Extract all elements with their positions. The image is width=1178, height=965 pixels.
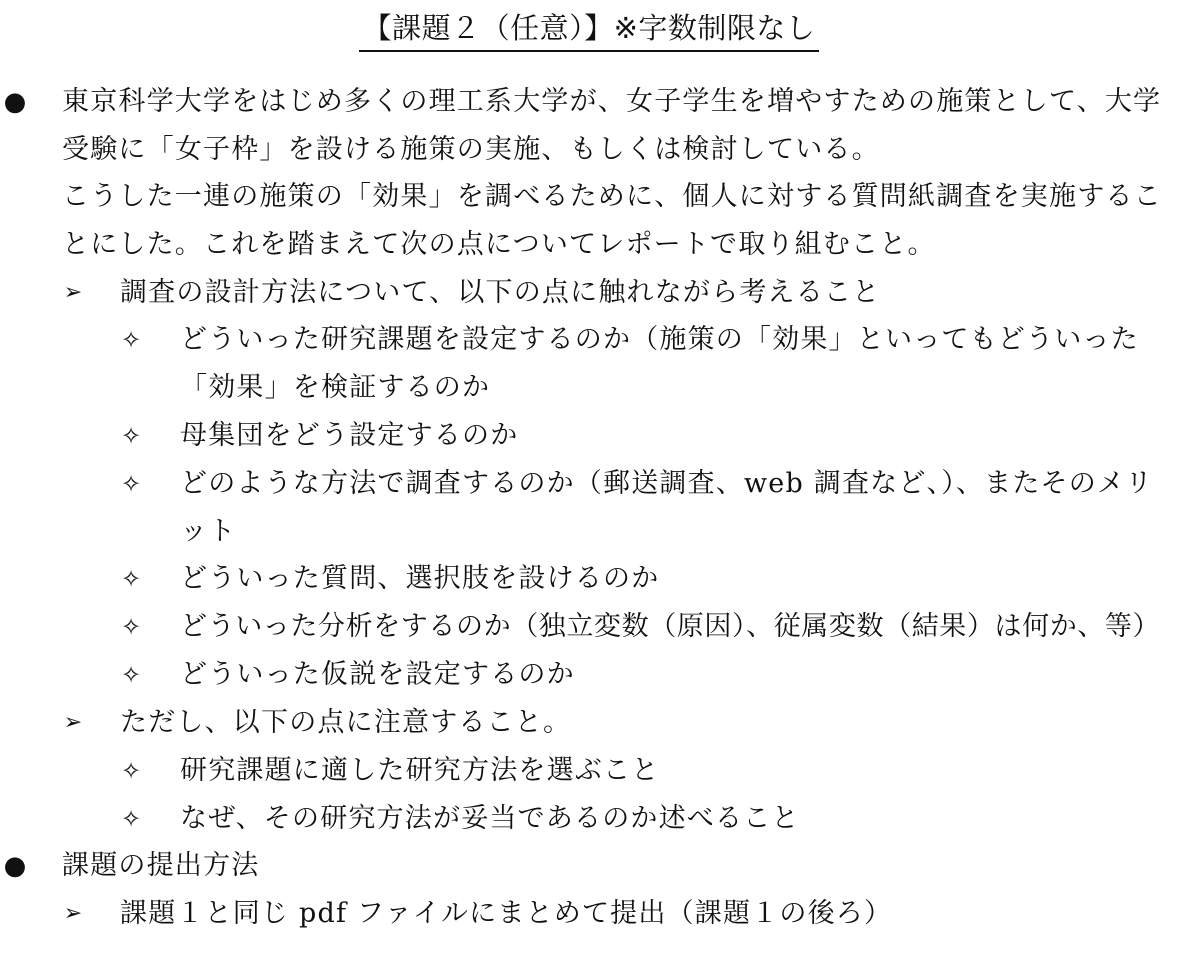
section1-line-2: 受験に「女子枠」を設ける施策の実施、もしくは検討している。 [62,134,880,165]
point1-item-6: どういった仮説を設定するのか [180,659,575,690]
arrow-icon: ➢ [63,280,83,305]
point1-item-4: どういった質問、選択肢を設けるのか [180,563,660,594]
section1-line-1: 東京科学大学をはじめ多くの理工系大学が、女子学生を増やすための施策として、大学 [62,86,1162,117]
point1-item-1-cont: 「効果」を検証するのか [180,372,491,403]
title-container [0,8,1178,52]
diamond-icon: ✧ [120,470,142,498]
diamond-icon: ✧ [120,805,142,833]
bullet-icon: ● [3,87,27,117]
bullet-icon: ● [3,851,27,881]
point1-item-3: どのような方法で調査するのか（郵送調査、web 調査など、）、またそのメリ [180,468,1154,499]
section1-line-4: とにした。これを踏まえて次の点についてレポートで取り組むこと。 [62,229,936,260]
section1-line-3: こうした一連の施策の「効果」を調べるために、個人に対する質問紙調査を実施するこ [62,181,1162,212]
arrow-icon: ➢ [63,710,83,735]
point1-item-5: どういった分析をするのか（独立変数（原因）、従属変数（結果）は何か、等） [180,611,1161,642]
point1-item-3-cont: ット [180,516,237,547]
diamond-icon: ✧ [120,422,142,450]
section2-label: 課題の提出方法 [62,850,260,881]
arrow-icon: ➢ [63,901,83,926]
diamond-icon: ✧ [120,757,142,785]
point2-item-2: なぜ、その研究方法が妥当であるのか述べること [180,803,800,834]
point1-item-1: どういった研究課題を設定するのか（施策の「効果」といってもどういった [180,324,1139,355]
diamond-icon: ✧ [120,613,142,641]
point2-label: ただし、以下の点に注意すること。 [120,707,572,738]
section2-point1-label: 課題１と同じ pdf ファイルにまとめて提出（課題１の後ろ） [120,898,893,929]
diamond-icon: ✧ [120,326,142,354]
point1-label: 調査の設計方法について、以下の点に触れながら考えること [120,277,881,308]
diamond-icon: ✧ [120,565,142,593]
point1-item-2: 母集団をどう設定するのか [180,420,519,451]
page-title: 【課題２（任意）】※字数制限なし [359,8,820,52]
diamond-icon: ✧ [120,661,142,689]
point2-item-1: 研究課題に適した研究方法を選ぶこと [180,755,660,786]
